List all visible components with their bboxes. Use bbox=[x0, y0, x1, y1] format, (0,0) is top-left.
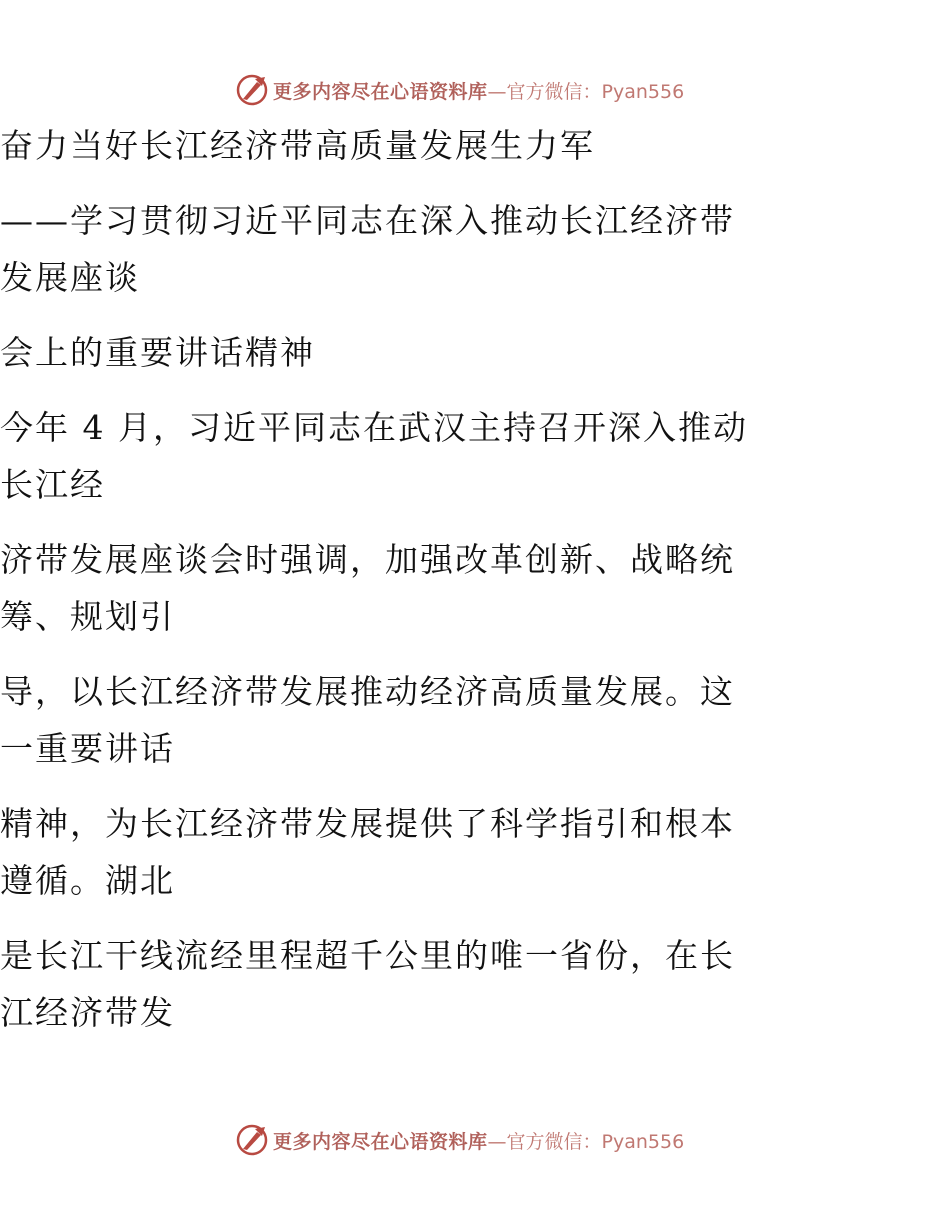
banner-wechat-text: —官方微信：Pyan556 bbox=[487, 1130, 685, 1153]
quill-seal-icon bbox=[235, 1123, 269, 1157]
title-line: 奋力当好长江经济带高质量发展生力军 bbox=[0, 126, 595, 165]
paragraph-line: 济带发展座谈会时强调，加强改革创新、战略统 bbox=[0, 540, 735, 579]
paragraph-line: 筹、规划引 bbox=[0, 597, 175, 636]
banner-wechat-text: —官方微信：Pyan556 bbox=[487, 80, 685, 103]
quill-seal-icon bbox=[235, 73, 269, 107]
header-banner bbox=[235, 72, 684, 108]
paragraph-line: 精神，为长江经济带发展提供了科学指引和根本 bbox=[0, 804, 735, 843]
subtitle-line: 会上的重要讲话精神 bbox=[0, 333, 315, 372]
footer-banner bbox=[235, 1122, 684, 1158]
paragraph-line: 今年 4 月，习近平同志在武汉主持召开深入推动 bbox=[0, 408, 748, 447]
paragraph-line: 导，以长江经济带发展推动经济高质量发展。这 bbox=[0, 672, 735, 711]
paragraph-line: 是长江干线流经里程超千公里的唯一省份，在长 bbox=[0, 936, 735, 975]
paragraph-line: 长江经 bbox=[0, 465, 105, 504]
paragraph-line: 江经济带发 bbox=[0, 993, 175, 1032]
subtitle-line: ——学习贯彻习近平同志在深入推动长江经济带 bbox=[0, 201, 735, 240]
paragraph-line: 一重要讲话 bbox=[0, 729, 175, 768]
banner-brand-text: 更多内容尽在心语资料库 bbox=[273, 1130, 488, 1153]
subtitle-line: 发展座谈 bbox=[0, 258, 140, 297]
paragraph-line: 遵循。湖北 bbox=[0, 861, 175, 900]
banner-brand-text: 更多内容尽在心语资料库 bbox=[273, 80, 488, 103]
